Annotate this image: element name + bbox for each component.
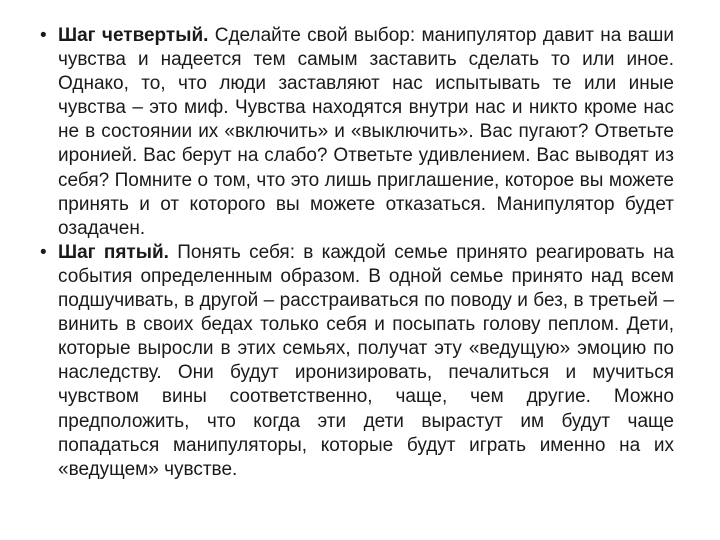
bullet-list bbox=[38, 24, 674, 482]
step-five-text: Понять себя: в каждой семье принято реагировать на события определенным образом. В одной семье принято над всем подшучивать, в другой – расстраиваться по поводу и без, в третьей – винить в своих бедах только себя и посыпать голову пеплом. Дети, которые выросли в этих семьях, получат эту «ведущую» эмоцию по наследству. Они будут иронизировать, печалиться и мучиться чувством вины соответственно, чаще, чем другие. Можно предположить, что когда эти дети вырастут им будут чаще попадаться манипуляторы, которые будут играть именно на их «ведущем» чувстве. bbox=[58, 241, 675, 480]
bullet-item-step-five bbox=[38, 241, 674, 482]
step-five-heading: Шаг пятый. bbox=[58, 241, 178, 263]
step-four-heading: Шаг четвертый. bbox=[58, 25, 215, 46]
bullet-item-step-four bbox=[38, 24, 674, 241]
bullet-marker: • bbox=[40, 241, 47, 263]
bullet-marker: • bbox=[40, 25, 47, 46]
step-four-text: Сделайте свой выбор: манипулятор давит на ваши чувства и надеется тем самым заставить сделать то или иное. Однако, то, что люди заставляют нас испытывать те или иные чувства – это миф. Чувства находятся внутри нас и никто кроме нас не в состоянии их «включить» и «выключить». Вас пугают? Ответьте иронией. Вас берут на слабо? Ответьте удивлением. Вас выводят из себя? Помните о том, что это лишь приглашение, которое вы можете принять и от которого вы можете отказаться. Манипулятор будет озадачен. bbox=[58, 25, 674, 239]
